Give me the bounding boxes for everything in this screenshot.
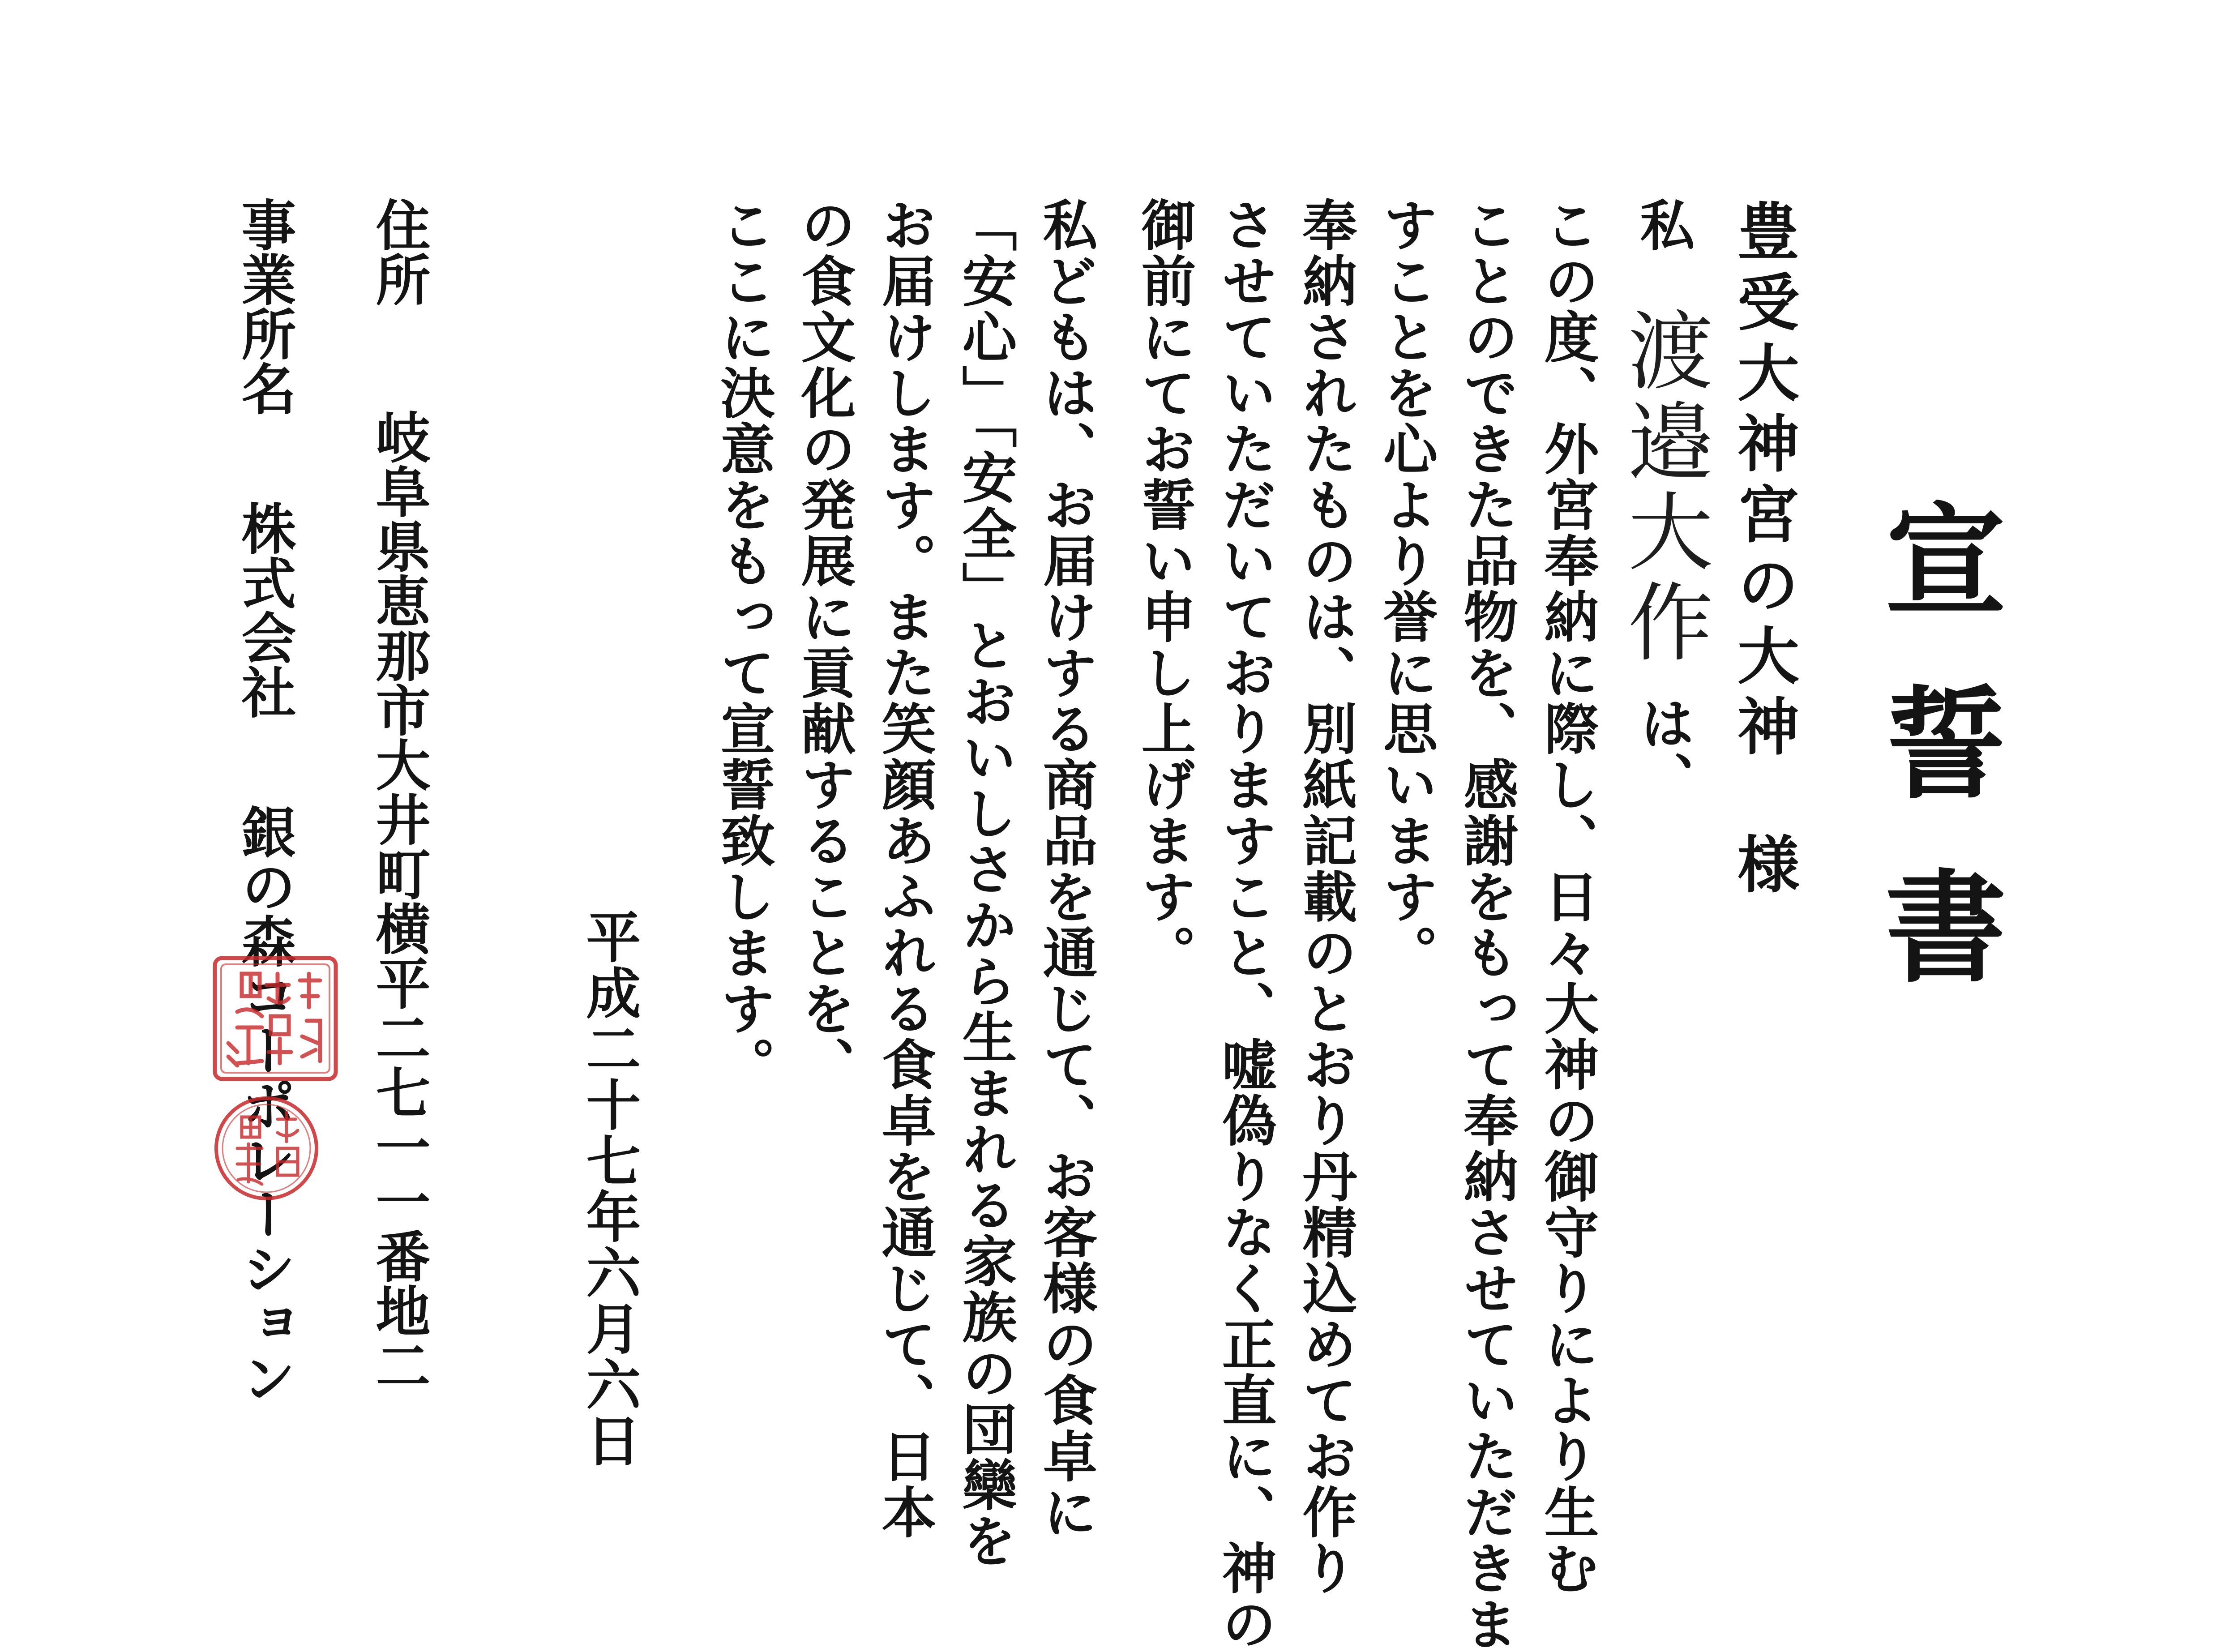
body-line: 奉納されたものは、別紙記載のとおり丹精込めてお作り: [1293, 197, 1358, 1596]
body-line: 私どもは、お届けする商品を通じて、お客様の食卓に: [1034, 197, 1098, 1540]
address-line: [367, 197, 431, 1392]
declarant-particle: は、: [1631, 695, 1695, 807]
body-line: すことを心より誉に思います。: [1374, 197, 1438, 980]
declarant-line: [1614, 197, 1713, 807]
company-line: [232, 197, 297, 1405]
address-value: 岐阜県恵那市大井町横平二七一一番地二: [367, 409, 431, 1392]
company-label: 事業所名: [232, 197, 297, 415]
addressee-honorific: 様: [1727, 832, 1800, 903]
addressee-name: 豊受大神宮の大神: [1727, 199, 1800, 765]
company-type: 株式会社: [232, 501, 297, 719]
body-line: の食文化の発展に貢献することを、: [792, 197, 856, 1092]
declarant-signature: 渡邉大作: [1614, 307, 1713, 668]
addressee-block: [1727, 199, 1800, 903]
body-line: 御前にてお誓い申し上げます。: [1132, 197, 1197, 980]
body-line: お届けします。また笑顔あふれる食卓を通じて、日本: [873, 197, 937, 1540]
body-line: ことのできた品物を、感謝をもって奉納させていただきま: [1455, 197, 1519, 1652]
personal-seal-stamp: [210, 1092, 322, 1204]
body-line: この度、外宮奉納に際し、日々大神の御守りにより生む: [1535, 197, 1600, 1596]
document-date: 平成二十七年六月六日: [577, 909, 642, 1468]
company-seal-stamp: [210, 954, 340, 1083]
address-label: 住所: [367, 197, 431, 306]
body-line: 「安心」「安全」とおいしさから生まれる家族の団欒を: [953, 197, 1018, 1569]
document-title: 宣誓書: [1865, 497, 2007, 1048]
company-name: 銀の森コーポレーション: [232, 804, 297, 1405]
declarant-prefix: 私: [1631, 197, 1695, 253]
body-line: させていただいておりますこと、嘘偽りなく正直に、神の: [1213, 197, 1277, 1652]
body-line: ここに決意をもって宣誓致します。: [711, 197, 776, 1092]
